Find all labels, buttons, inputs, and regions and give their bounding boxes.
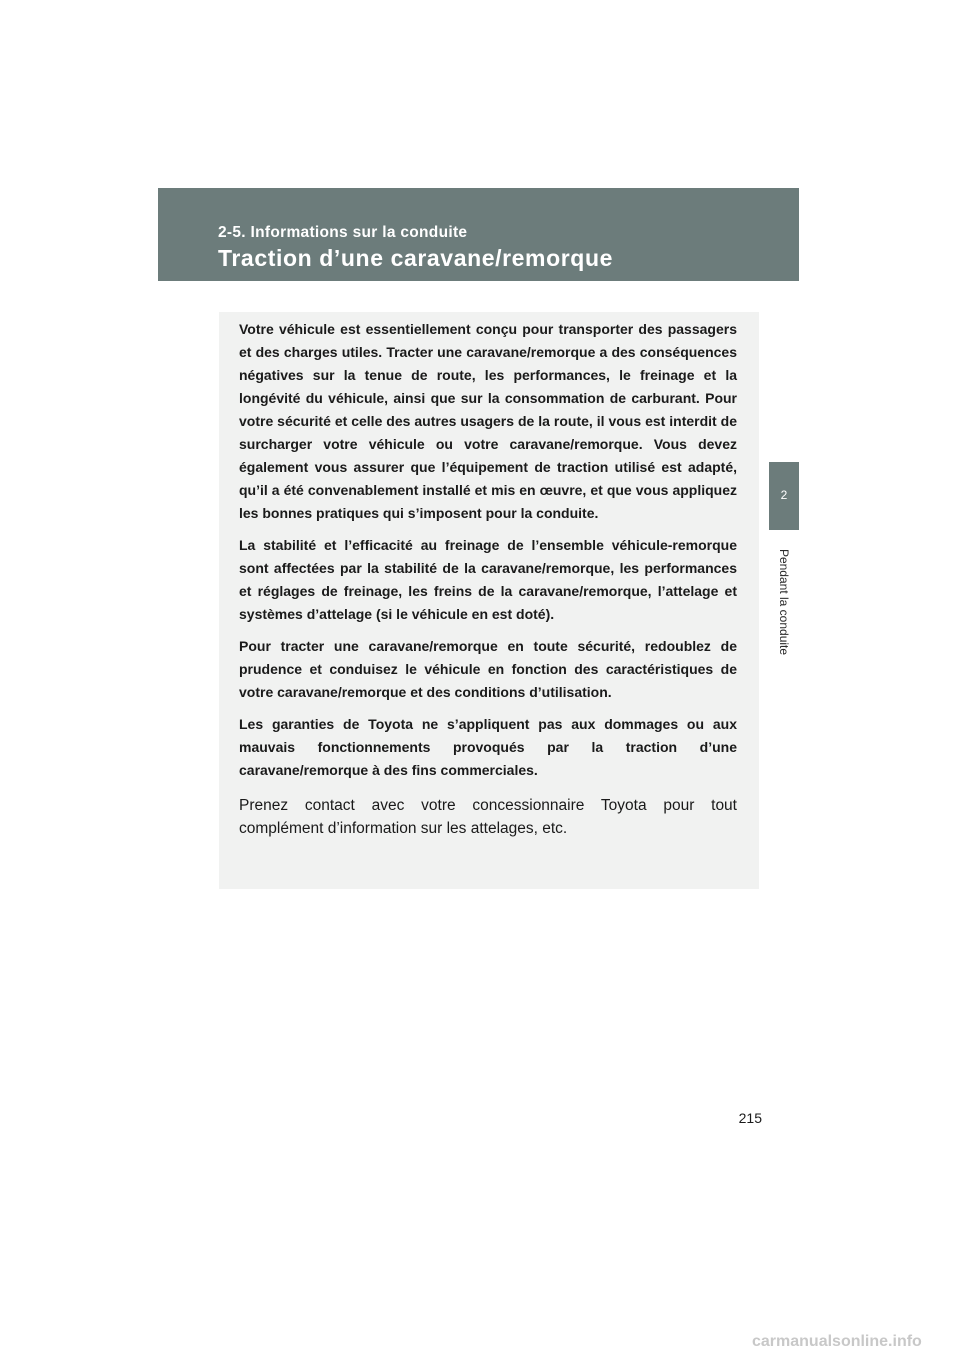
section-header (158, 188, 799, 281)
chapter-number: 2 (780, 488, 788, 502)
intro-box (219, 312, 759, 889)
intro-text (239, 318, 737, 849)
chapter-title: Pendant la conduite (777, 548, 791, 656)
watermark: carmanualsonline.info (752, 1333, 922, 1350)
paragraph-3: Pour tracter une caravane/remorque en toute sécurité, redoublez de prudence et conduisez le véhicule en fonction des caractéristiques de votre caravane/remorque et des conditions d’utilisation. (239, 638, 737, 700)
paragraph-4: Les garanties de Toyota ne s’appliquent pas aux dommages ou aux mauvais fonctionnements provoqués par la traction d’une caravane/remorque à des fins commerciales. (239, 716, 737, 778)
paragraph-5: Prenez contact avec votre concessionnaire Toyota pour tout complément d’information sur les attelages, etc. (239, 797, 737, 837)
paragraph-2: La stabilité et l’efficacité au freinage de l’ensemble véhicule-remorque sont affectées par la stabilité de la caravane/remorque, les performances et réglages de freinage, les freins de la caravane/remorque, l’attelage et systèmes d’attelage (si le véhicule en est doté). (239, 537, 737, 622)
paragraph-1: Votre véhicule est essentiellement conçu pour transporter des passagers et des charges utiles. Tracter une caravane/remorque a des conséquences négatives sur la tenue de route, les performances, le freinage et la longévité du véhicule, ainsi que sur la consommation de carburant. Pour votre sécurité et celle des autres usagers de la route, il vous est interdit de surcharger votre véhicule ou votre caravane/remorque. Vous devez également vous assurer que l’équipement de traction utilisé est adapté, qu’il a été convenablement installé et mis en œuvre, et que vous appliquez les bonnes pratiques qui s’imposent pour la conduite. (239, 321, 737, 521)
page-number: 215 (738, 1110, 762, 1126)
page-title: Traction d’une caravane/remorque (218, 245, 613, 271)
chapter-tab (769, 462, 799, 530)
section-label: 2-5. Informations sur la conduite (218, 224, 468, 241)
